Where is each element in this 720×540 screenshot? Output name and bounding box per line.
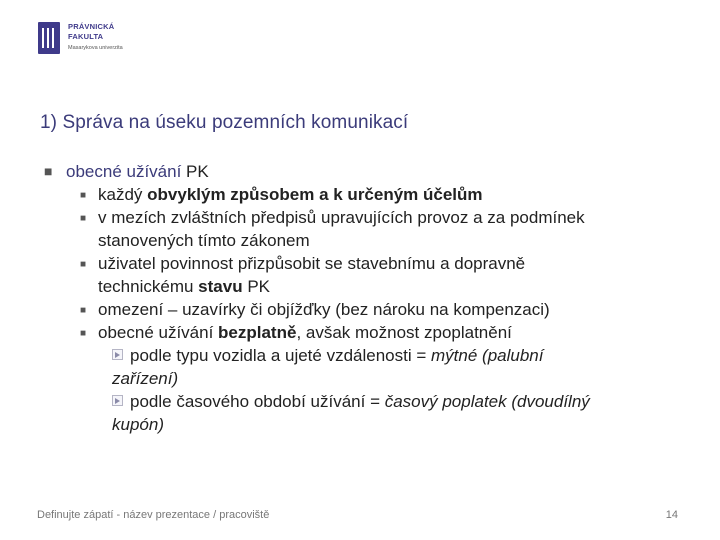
sub1-italic-cont: zařízení) — [112, 369, 179, 388]
sub1-italic: mýtné (palubní — [431, 346, 544, 365]
bullet-item-1 — [40, 183, 690, 206]
square-bullet-icon: ■ — [80, 213, 87, 224]
square-bullet-icon: ■ — [80, 259, 87, 270]
square-bullet-icon: ■ — [80, 190, 87, 201]
sub2-italic-cont: kupón) — [112, 415, 164, 434]
logo-line1: PRÁVNICKÁ — [68, 22, 115, 31]
item2-line2: stanovených tímto zákonem — [98, 231, 310, 250]
square-bullet-icon: ■ — [80, 328, 87, 339]
sub2-italic: časový poplatek (dvoudílný — [384, 392, 590, 411]
muni-logo-icon — [38, 22, 60, 54]
sub1-text: podle typu vozidla a ujeté vzdálenosti = — [130, 346, 432, 365]
item1-bold: obvyklým způsobem a k určeným účelům — [147, 185, 483, 204]
square-bullet-icon: ■ — [44, 163, 53, 179]
item2-line1: v mezích zvláštních předpisů upravujících provoz a za podmínek — [98, 208, 585, 227]
bullet-item-4 — [40, 298, 690, 321]
footer-text: Definujte zápatí - název prezentace / pracoviště — [37, 509, 270, 521]
bullet-item-3 — [40, 252, 690, 298]
item3-line1: uživatel povinnost přizpůsobit se stavebnímu a dopravně — [98, 254, 526, 273]
sub2-text: podle časového období užívání = — [130, 392, 385, 411]
arrow-bullet-icon — [112, 349, 123, 360]
logo-line2: FAKULTA — [68, 32, 104, 41]
logo-line3: Masarykova univerzita — [68, 45, 123, 51]
arrow-bullet-icon — [112, 395, 123, 406]
slide-content — [40, 160, 690, 436]
item5-text: obecné užívání — [98, 323, 219, 342]
sub-item-2-cont — [40, 413, 690, 436]
square-bullet-icon: ■ — [80, 305, 87, 316]
item4-text: omezení – uzavírky či objížďky (bez nároku na kompenzaci) — [98, 300, 550, 319]
sub-item-1 — [40, 344, 690, 367]
item5-rest: , avšak možnost zpoplatnění — [296, 323, 512, 342]
item3-pk: PK — [242, 277, 270, 296]
bullet-level1 — [40, 160, 690, 183]
faculty-logo — [38, 22, 123, 54]
text-pk: PK — [181, 162, 209, 181]
text-obecne-uzivani: obecné užívání — [66, 162, 182, 181]
sub-item-1-cont — [40, 367, 690, 390]
item1-text: každý — [98, 185, 148, 204]
item5-bold: bezplatně — [218, 323, 297, 342]
sub-item-2 — [40, 390, 690, 413]
item3-text: technickému — [98, 277, 199, 296]
item3-bold: stavu — [198, 277, 243, 296]
page-number: 14 — [665, 509, 678, 521]
slide-title: 1) Správa na úseku pozemních komunikací — [40, 112, 409, 133]
bullet-item-2 — [40, 206, 690, 252]
bullet-item-5 — [40, 321, 690, 344]
